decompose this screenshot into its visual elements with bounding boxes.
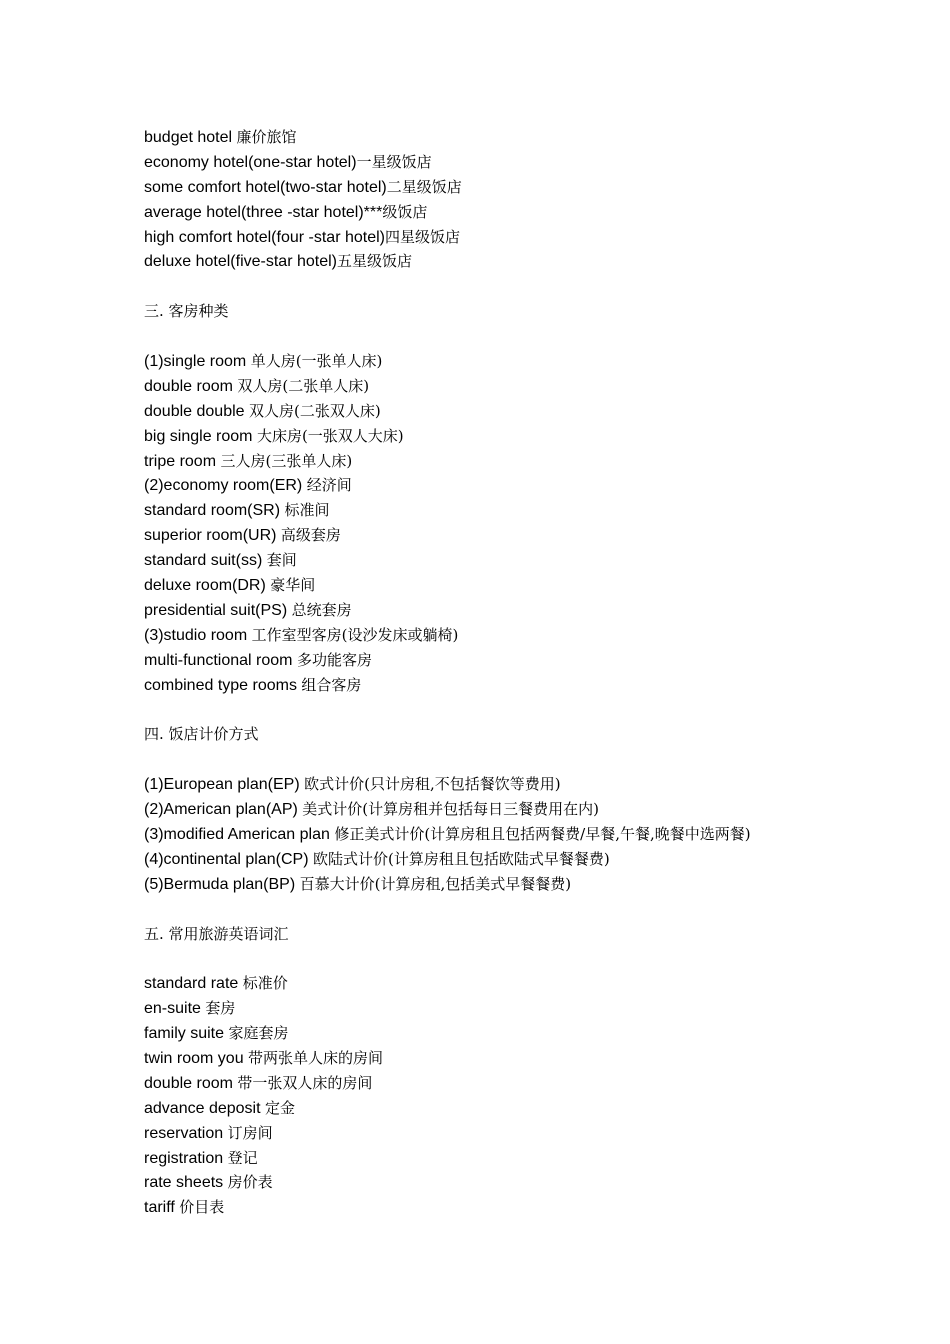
list-item: multi-functional room 多功能客房 (144, 650, 372, 669)
section-travel-vocabulary (144, 922, 924, 1221)
list-item: superior room(UR) 高级套房 (144, 526, 341, 545)
list-item: registration 登记 (144, 1148, 258, 1167)
list-item: standard room(SR) 标准间 (144, 501, 330, 520)
blank-line (144, 697, 924, 722)
list-item: tripe room 三人房(三张单人床) (144, 451, 353, 470)
list-item: advance deposit 定金 (144, 1098, 295, 1117)
list-item: double double 双人房(二张双人床) (144, 401, 381, 420)
list-item: deluxe hotel(five-star hotel)五星级饭店 (144, 252, 412, 271)
blank-line (144, 946, 924, 971)
list-item: combined type rooms 组合客房 (144, 675, 362, 694)
list-item: reservation 订房间 (144, 1123, 273, 1142)
list-item: economy hotel(one-star hotel)一星级饭店 (144, 152, 432, 171)
list-item: budget hotel 廉价旅馆 (144, 128, 297, 146)
list-item: (1)single room 单人房(一张单人床) (144, 352, 383, 371)
list-item: rate sheets 房价表 (144, 1173, 273, 1192)
list-item: tariff 价目表 (144, 1198, 225, 1217)
list-item: (3)modified American plan 修正美式计价(计算房租且包括两餐费/早餐,午餐,晚餐中选两餐) (144, 824, 751, 843)
document-page (144, 125, 924, 1220)
list-item: (2)economy room(ER) 经济间 (144, 476, 352, 495)
list-item: average hotel(three -star hotel)***级饭店 (144, 202, 428, 221)
list-item: (2)American plan(AP) 美式计价(计算房租并包括每日三餐费用在内) (144, 800, 599, 819)
blank-line (144, 274, 924, 299)
list-item: en-suite 套房 (144, 999, 236, 1018)
list-item: (1)European plan(EP) 欧式计价(只计房租,不包括餐饮等费用) (144, 775, 561, 794)
blank-line (144, 897, 924, 922)
list-item: presidential suit(PS) 总统套房 (144, 600, 352, 619)
section-heading: 五. 常用旅游英语词汇 (144, 924, 289, 943)
list-item: double room 带一张双人床的房间 (144, 1073, 373, 1092)
blank-line (144, 747, 924, 772)
list-item: some comfort hotel(two-star hotel)二星级饭店 (144, 177, 462, 196)
list-item: big single room 大床房(一张双人大床) (144, 426, 404, 445)
list-item: high comfort hotel(four -star hotel)四星级饭店 (144, 227, 461, 246)
list-item: (4)continental plan(CP) 欧陆式计价(计算房租且包括欧陆式早餐餐费) (144, 849, 610, 868)
list-item: standard rate 标准价 (144, 974, 288, 993)
section-hotel-grades (144, 125, 924, 274)
section-room-types (144, 299, 924, 697)
list-item: family suite 家庭套房 (144, 1024, 289, 1043)
list-item: (5)Bermuda plan(BP) 百慕大计价(计算房租,包括美式早餐餐费) (144, 874, 572, 893)
section-heading: 四. 饭店计价方式 (144, 725, 259, 744)
list-item: standard suit(ss) 套间 (144, 551, 297, 570)
list-item: double room 双人房(二张单人床) (144, 376, 370, 395)
blank-line (144, 324, 924, 349)
list-item: deluxe room(DR) 豪华间 (144, 576, 316, 595)
section-heading: 三. 客房种类 (144, 302, 229, 321)
list-item: (3)studio room 工作室型客房(设沙发床或躺椅) (144, 625, 459, 644)
list-item: twin room you 带两张单人床的房间 (144, 1048, 384, 1067)
section-pricing-plans (144, 722, 924, 896)
